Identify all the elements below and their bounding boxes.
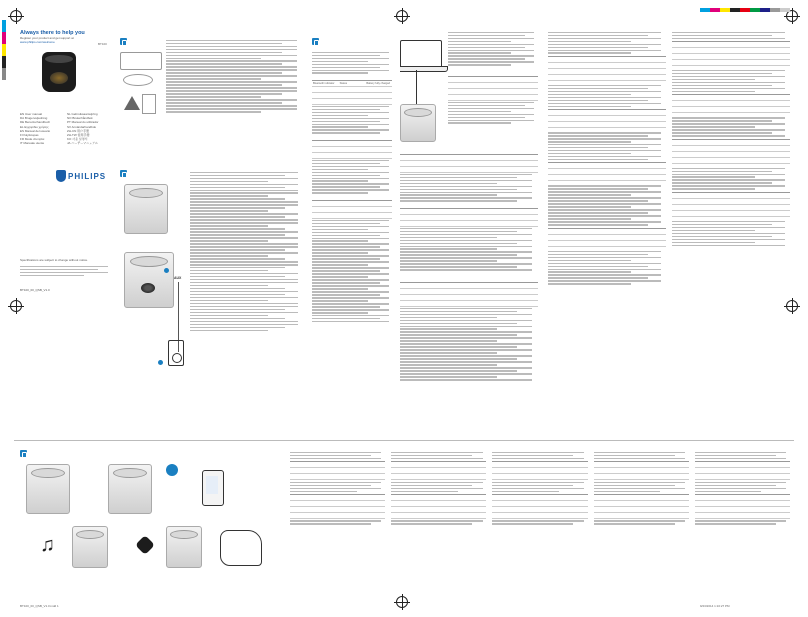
status-table — [312, 140, 392, 159]
spec-note: Specifications are subject to change without notice. — [20, 258, 89, 262]
status-table — [548, 109, 666, 128]
language-item: PT Manual do utilizador — [67, 120, 99, 125]
language-item: FI Käyttöopas — [20, 133, 39, 138]
table-header: Bluetooth indicator — [313, 82, 335, 85]
doc-code: BT100_00_QSB_V1.0 — [20, 288, 50, 292]
status-table — [400, 154, 538, 173]
status-table — [672, 41, 790, 66]
right-column-a — [548, 30, 668, 425]
language-item: DE Benutzerhandbuch — [20, 120, 51, 125]
recycle-icon — [142, 94, 156, 114]
language-item: SV Användarhandbok — [67, 124, 97, 129]
power-panel — [118, 170, 304, 425]
table-header: Battery fully charged — [366, 82, 390, 85]
brand-logo: PHILIPS — [68, 172, 107, 181]
fold-divider — [14, 440, 794, 441]
step-2-icon — [158, 360, 163, 365]
usb-cable-icon — [416, 70, 417, 104]
status-table — [548, 162, 666, 181]
status-table — [672, 192, 790, 217]
table-header: Status — [339, 82, 348, 85]
crop-mark-icon — [396, 596, 408, 608]
aux-label: AUX — [174, 276, 182, 280]
language-item: EL Εγχειρίδιο χρήσης — [20, 124, 49, 129]
language-item: NL Gebruiksaanwijzing — [67, 112, 98, 116]
warning-icon — [124, 96, 140, 110]
file-footer-left: BT100_00_QSB_V1.0.indd 1 — [20, 604, 59, 608]
crop-mark-icon — [10, 300, 22, 312]
language-item: EN User manual — [20, 112, 43, 116]
cover-tagline: Always there to help you — [20, 30, 85, 36]
step-1-icon — [164, 268, 169, 273]
speaker-charging-illustration — [400, 104, 436, 142]
charging-panel — [310, 38, 395, 423]
speaker-call-illustration — [166, 526, 202, 568]
speaker-bottom-illustration — [72, 526, 108, 568]
status-table — [312, 200, 392, 219]
status-table — [448, 76, 538, 101]
safety-panel — [118, 38, 304, 148]
language-list — [20, 112, 115, 146]
speaker-product-image — [42, 52, 76, 92]
bottom-text-columns — [290, 450, 790, 590]
speaker-left-illustration — [26, 464, 70, 514]
right-column-b — [672, 30, 792, 425]
charging-badge-icon — [312, 38, 319, 45]
register-line: Register your product and get support at — [20, 36, 74, 40]
language-item: ZH-TW 使用手冊 — [67, 133, 90, 138]
speaker-aux-illustration — [124, 252, 174, 308]
phone-icon — [202, 470, 224, 506]
language-item: FR Mode d'emploi — [20, 137, 45, 142]
call-icon — [135, 535, 155, 555]
laptop-panel — [400, 30, 540, 425]
bluetooth-panel — [20, 450, 280, 590]
music-player-icon — [168, 340, 184, 366]
bluetooth-badge-icon — [20, 450, 27, 457]
status-table — [672, 94, 790, 113]
speaker-center-illustration — [108, 464, 152, 514]
laptop-icon — [400, 40, 442, 68]
status-table — [400, 282, 538, 307]
register-url: www.philips.com/welcome — [20, 40, 55, 45]
language-item: NO Brukerhåndbok — [67, 116, 93, 121]
color-bar — [700, 8, 790, 12]
file-footer-right: 9/23/2014 1:10:27 PM — [700, 604, 730, 608]
language-item: ES Manual del usuario — [20, 128, 51, 133]
language-item: IT Manuale utente — [20, 141, 45, 146]
cable-icon — [123, 74, 153, 86]
status-table — [672, 139, 790, 164]
status-table — [548, 56, 666, 81]
laptop-base-icon — [400, 66, 448, 72]
crop-mark-icon — [10, 10, 22, 22]
power-badge-icon — [120, 170, 127, 177]
hand-icon — [220, 530, 262, 566]
music-note-icon: ♫ — [40, 534, 55, 556]
model-number: BT100 — [98, 42, 107, 46]
crop-mark-icon — [396, 10, 408, 22]
bluetooth-button-icon — [166, 464, 178, 476]
status-table — [312, 80, 392, 105]
cover-panel — [20, 30, 115, 300]
color-bar — [2, 20, 6, 80]
battery-icon — [120, 52, 162, 70]
speaker-illustration — [124, 184, 168, 234]
shield-icon — [56, 170, 66, 182]
status-table — [548, 228, 666, 247]
language-item: ZH-CN 用户手册 — [67, 128, 90, 133]
status-table — [400, 208, 538, 227]
safety-badge-icon — [120, 38, 127, 45]
language-item: KO 사용 설명서 — [67, 137, 88, 142]
language-item: JA ユーザーマニュアル — [67, 141, 99, 146]
language-item: DA Brugervejledning — [20, 116, 48, 121]
